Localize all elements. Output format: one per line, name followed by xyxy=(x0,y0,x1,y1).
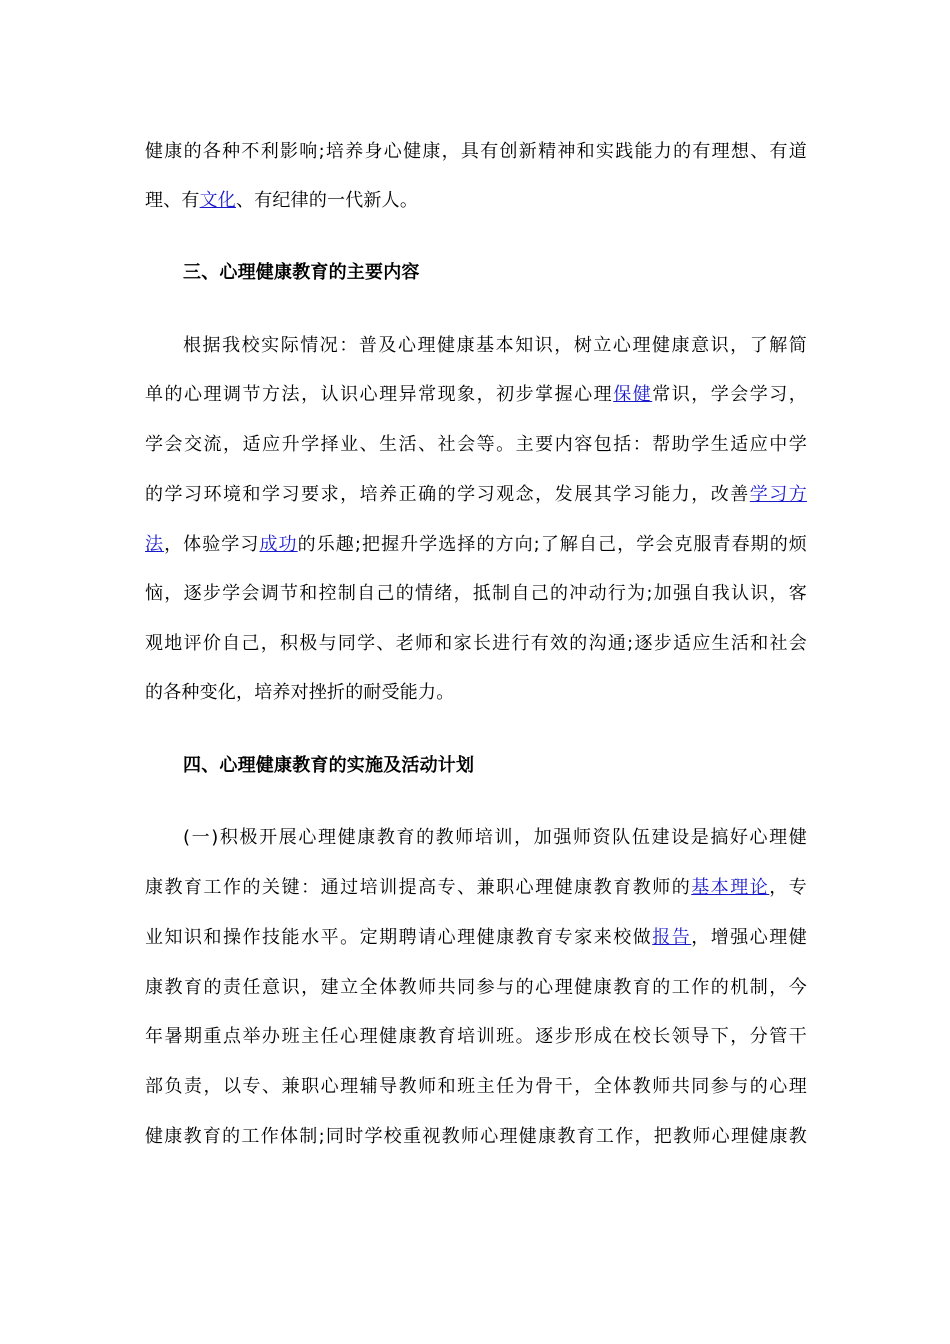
text-run: 的乐趣;把握升学选择的方向;了解自己，学会克服青春期的烦 xyxy=(297,534,808,555)
paragraph-line xyxy=(145,926,807,950)
link-health-care[interactable]: 保健 xyxy=(613,384,653,405)
text-run: 单的心理调节方法，认识心理异常现象，初步掌握心理 xyxy=(145,384,614,405)
paragraph-line xyxy=(145,582,807,606)
text-run: ，专 xyxy=(769,877,807,898)
section-heading-4: 四、心理健康教育的实施及活动计划 xyxy=(183,755,475,776)
text-run: 部负责，以专、兼职心理辅导教师和班主任为骨干，全体教师共同参与的心理 xyxy=(145,1076,807,1097)
text-run: 学会交流，适应升学择业、生活、社会等。主要内容包括：帮助学生适应中学 xyxy=(145,434,807,455)
text-run: 恼，逐步学会调节和控制自己的情绪，抵制自己的冲动行为;加强自我认识，客 xyxy=(145,583,807,604)
link-study-method-cont[interactable]: 法 xyxy=(145,534,165,555)
paragraph-line xyxy=(145,383,807,407)
text-run: 业知识和操作技能水平。定期聘请心理健康教育专家来校做 xyxy=(145,927,653,948)
text-run: 的各种变化，培养对挫折的耐受能力。 xyxy=(145,682,455,703)
link-basic-theory[interactable]: 基本理论 xyxy=(691,877,770,898)
text-run: ，增强心理健 xyxy=(691,927,808,948)
paragraph-line xyxy=(145,533,807,557)
paragraph-line xyxy=(183,334,807,358)
section-heading-3: 三、心理健康教育的主要内容 xyxy=(183,262,420,283)
link-study-method[interactable]: 学习方 xyxy=(749,484,807,505)
paragraph-line xyxy=(183,826,807,850)
text-run: 康教育工作的关键：通过培训提高专、兼职心理健康教育教师的 xyxy=(145,877,692,898)
paragraph-line xyxy=(145,976,807,1000)
text-run: 理、有 xyxy=(145,190,200,211)
text-run: (一)积极开展心理健康教育的教师培训，加强师资队伍建设是搞好心理健 xyxy=(183,827,807,848)
text-run: 康教育的责任意识，建立全体教师共同参与的心理健康教育的工作的机制，今 xyxy=(145,977,807,998)
paragraph-line xyxy=(145,189,807,213)
paragraph-line xyxy=(145,632,807,656)
text-run: 根据我校实际情况：普及心理健康基本知识，树立心理健康意识，了解简 xyxy=(183,335,807,356)
text-run: 健康教育的工作体制;同时学校重视教师心理健康教育工作，把教师心理健康教 xyxy=(145,1126,807,1147)
text-run: 年暑期重点举办班主任心理健康教育培训班。逐步形成在校长领导下，分管干 xyxy=(145,1026,807,1047)
link-report[interactable]: 报告 xyxy=(652,927,692,948)
text-run: ，体验学习 xyxy=(164,534,260,555)
link-culture[interactable]: 文化 xyxy=(199,190,237,211)
text-run: 、有纪律的一代新人。 xyxy=(236,190,419,211)
paragraph-line xyxy=(145,1075,807,1099)
text-run: 的学习环境和学习要求，培养正确的学习观念，发展其学习能力，改善 xyxy=(145,484,750,505)
text-run: 常识，学会学习， xyxy=(652,384,807,405)
paragraph-line xyxy=(145,1125,807,1149)
paragraph-line xyxy=(145,433,807,457)
paragraph-line xyxy=(145,1025,807,1049)
text-run: 观地评价自己，积极与同学、老师和家长进行有效的沟通;逐步适应生活和社会 xyxy=(145,633,807,654)
paragraph-line xyxy=(145,483,807,507)
link-success[interactable]: 成功 xyxy=(259,534,298,555)
paragraph-line xyxy=(145,681,807,705)
paragraph-line xyxy=(145,140,807,164)
paragraph-line xyxy=(145,876,807,900)
text-run: 健康的各种不利影响;培养身心健康，具有创新精神和实践能力的有理想、有道 xyxy=(145,141,807,162)
